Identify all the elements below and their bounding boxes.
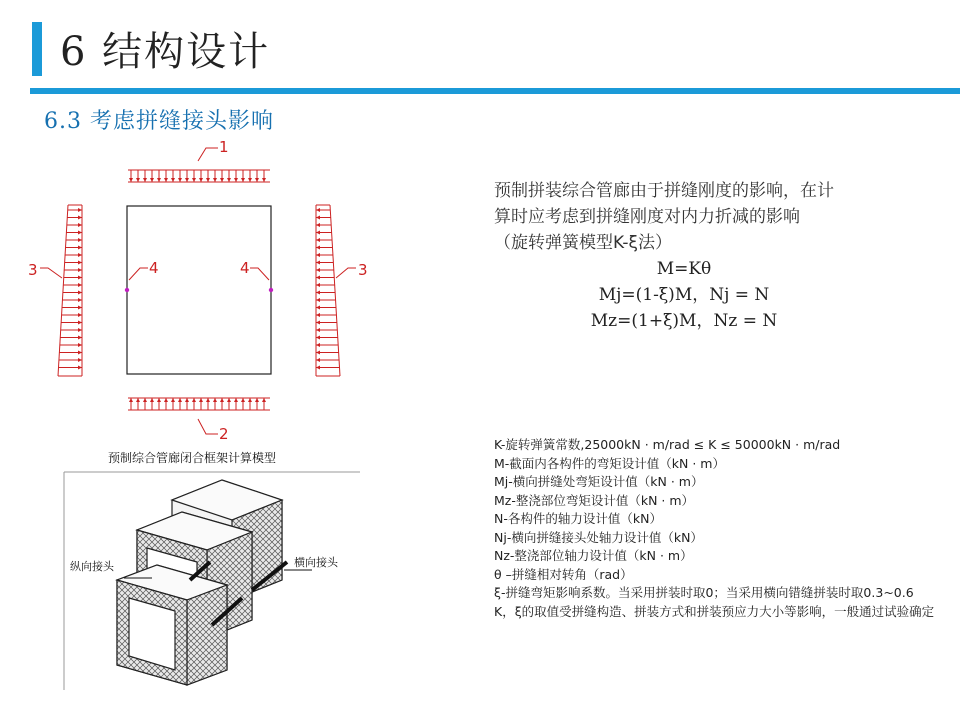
load-arrow-head (78, 231, 82, 235)
load-arrow-head (316, 328, 320, 332)
load-arrow-head (78, 253, 82, 257)
frame-model-diagram (0, 130, 440, 448)
description-line-3: （旋转弹簧模型K-ξ法） (494, 233, 672, 253)
load-arrow-head (316, 336, 320, 340)
load-arrow-head (171, 398, 175, 402)
load-arrow-head (316, 343, 320, 347)
load-arrow-head (234, 178, 238, 182)
load-arrow-head (206, 398, 210, 402)
load-arrow-head (78, 298, 82, 302)
load-arrow-head (316, 351, 320, 355)
load-arrow-head (78, 343, 82, 347)
load-arrow-head (164, 398, 168, 402)
load-arrow-head (316, 358, 320, 362)
joint-point-left (125, 288, 129, 292)
load-arrow-head (136, 178, 140, 182)
load-arrow-head (157, 398, 161, 402)
right-side-load (316, 205, 340, 376)
load-arrow-head (78, 276, 82, 280)
load-arrow-head (150, 178, 154, 182)
description-line-2: 算时应考虑到拼缝刚度对内力折减的影响 (494, 207, 800, 227)
header-rule (30, 88, 960, 94)
label-3-left: 3 (28, 261, 38, 279)
load-arrow-head (129, 178, 133, 182)
title-accent-bar (32, 22, 42, 76)
closed-frame (127, 206, 271, 374)
load-arrow-head (248, 398, 252, 402)
note-item: θ –拼缝相对转角（rad） (494, 566, 633, 582)
load-arrow-head (78, 291, 82, 295)
notation-list (494, 436, 944, 621)
load-arrow-head (185, 178, 189, 182)
note-item: Nj-横向拼缝接头处轴力设计值（kN） (494, 529, 703, 545)
load-arrow-head (78, 238, 82, 242)
load-arrow-head (78, 351, 82, 355)
section-subtitle: 6.3 考虑拼缝接头影响 (44, 109, 274, 134)
load-arrow-head (316, 231, 320, 235)
load-arrow-head (157, 178, 161, 182)
description-line-1: 预制拼装综合管廊由于拼缝刚度的影响，在计 (494, 181, 834, 201)
load-arrow-head (316, 291, 320, 295)
formula-2: Mj=(1-ξ)M，Nj = N (598, 285, 770, 305)
load-arrow-head (78, 261, 82, 265)
load-arrow-head (78, 283, 82, 287)
label-transverse-joint: 横向接头 (294, 556, 338, 569)
load-arrow-head (143, 398, 147, 402)
load-arrow-head (316, 283, 320, 287)
load-arrow-head (78, 246, 82, 250)
top-load (128, 170, 270, 182)
load-arrow-head (78, 268, 82, 272)
joint-point-right (269, 288, 273, 292)
load-arrow-head (78, 336, 82, 340)
label-4-left: 4 (149, 259, 159, 277)
load-arrow-head (234, 398, 238, 402)
load-arrow-head (213, 398, 217, 402)
label-2: 2 (219, 425, 229, 443)
load-arrow-head (316, 261, 320, 265)
label-4-right: 4 (240, 259, 250, 277)
load-arrow-head (185, 398, 189, 402)
load-arrow-head (316, 216, 320, 220)
load-arrow-head (78, 358, 82, 362)
load-arrow-head (316, 223, 320, 227)
note-item: Mz-整浇部位弯矩设计值（kN · m） (494, 492, 695, 508)
load-arrow-head (199, 398, 203, 402)
note-item: K，ξ的取值受拼缝构造、拼装方式和拼装预应力大小等影响，一般通过试验确定 (494, 603, 935, 619)
load-arrow-head (227, 398, 231, 402)
load-arrow-head (213, 178, 217, 182)
page-title: 6 结构设计 (60, 29, 271, 75)
left-side-load (58, 205, 82, 376)
description (494, 178, 944, 256)
load-arrow-head (164, 178, 168, 182)
load-arrow-head (78, 208, 82, 212)
load-arrow-head (241, 398, 245, 402)
load-arrow-head (262, 178, 266, 182)
note-item: M-截面内各构件的弯矩设计值（kN · m） (494, 455, 725, 471)
load-arrow-head (192, 178, 196, 182)
formula-3: Mz=(1+ξ)M，Nz = N (590, 311, 778, 331)
load-arrow-head (78, 223, 82, 227)
load-arrow-head (78, 321, 82, 325)
load-arrow-head (78, 366, 82, 370)
load-arrow-head (220, 398, 224, 402)
load-arrow-head (206, 178, 210, 182)
load-arrow-head (316, 268, 320, 272)
formula-1: M=Kθ (656, 259, 712, 279)
load-arrow-head (316, 246, 320, 250)
joint-illustration (62, 470, 362, 692)
note-item: N-各构件的轴力设计值（kN） (494, 511, 662, 526)
note-item: K-旋转弹簧常数,25000kN · m/rad ≤ K ≤ 50000kN · m/rad (494, 437, 841, 452)
front-segment (117, 565, 227, 685)
load-arrow-head (78, 216, 82, 220)
load-arrow-head (220, 178, 224, 182)
load-arrow-head (78, 313, 82, 317)
load-arrow-head (255, 398, 259, 402)
bottom-load (128, 398, 270, 410)
load-arrow-head (262, 398, 266, 402)
load-arrow-head (78, 306, 82, 310)
load-arrow-head (316, 298, 320, 302)
load-arrow-head (171, 178, 175, 182)
load-arrow-head (316, 321, 320, 325)
load-arrow-head (316, 313, 320, 317)
load-arrow-head (316, 253, 320, 257)
note-item: Mj-横向拼缝处弯矩设计值（kN · m） (494, 474, 704, 489)
label-3-right: 3 (358, 261, 368, 279)
load-arrow-head (150, 398, 154, 402)
load-arrow-head (241, 178, 245, 182)
load-arrow-head (192, 398, 196, 402)
label-longitudinal-joint: 纵向接头 (70, 560, 114, 573)
load-arrow-head (199, 178, 203, 182)
load-arrow-head (316, 306, 320, 310)
load-arrow-head (143, 178, 147, 182)
formula-block (494, 256, 874, 334)
note-item: Nz-整浇部位轴力设计值（kN · m） (494, 548, 693, 563)
note-item: ξ-拼缝弯矩影响系数。当采用拼装时取0；当采用横向错缝拼装时取0.3~0.6 (494, 585, 914, 600)
load-arrow-head (78, 328, 82, 332)
load-arrow-head (129, 398, 133, 402)
load-arrow-head (178, 178, 182, 182)
load-arrow-head (227, 178, 231, 182)
label-1: 1 (219, 138, 229, 156)
load-arrow-head (316, 276, 320, 280)
load-arrow-head (136, 398, 140, 402)
diagram-caption: 预制综合管廊闭合框架计算模型 (108, 451, 277, 465)
load-arrow-head (316, 238, 320, 242)
load-arrow-head (255, 178, 259, 182)
load-arrow-head (316, 208, 320, 212)
load-arrow-head (178, 398, 182, 402)
load-arrow-head (316, 366, 320, 370)
load-arrow-head (248, 178, 252, 182)
